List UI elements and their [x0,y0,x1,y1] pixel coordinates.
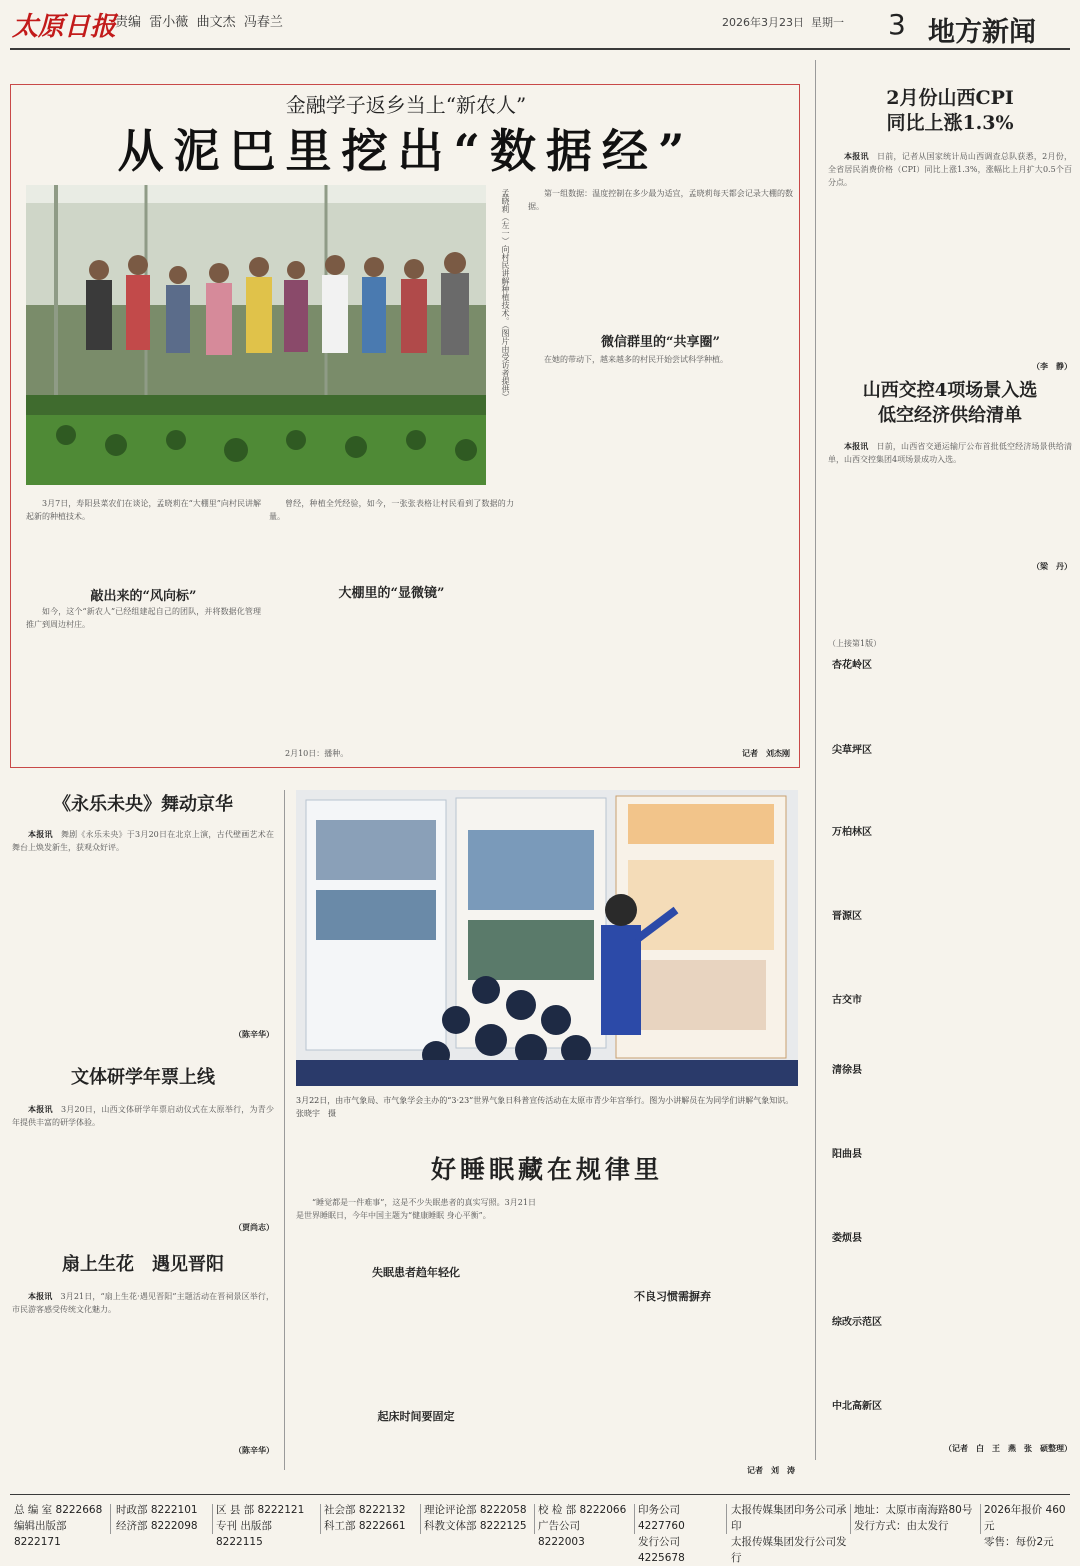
cpi-article [828,86,1072,373]
editors-label: 责编 [115,15,142,30]
study-body [12,1103,274,1221]
footer-text: 印务公司 4227760 [638,1504,685,1532]
fan-title: 扇上生花 遇见晋阳 [62,1254,224,1275]
footer-text: 零售：每份2元 [984,1536,1054,1548]
issue-date [722,14,844,30]
footer-text: 地址：太原市南海路80号 [854,1504,973,1516]
feature-paragraph: 2月10日：播种。 [285,749,349,758]
drama-body [12,828,274,1028]
district-heading: 古交市 [832,995,862,1006]
footer-cell [854,1502,982,1536]
district-heading: 尖草坪区 [832,745,872,756]
district-heading: 综改示范区 [832,1317,882,1328]
sleep-byline: 记者 刘 涛 [747,1465,795,1475]
footer-separator [980,1504,981,1534]
footer-cell [731,1502,849,1564]
footer-text: 科工部 8222661 [324,1520,406,1532]
sleep-section-heading: 起床时间要固定 [377,1410,455,1423]
photo-caption-text: 3月22日，由市气象局、市气象学会主办的“3·23”世界气象日科普宣传活动在太原市青少年宫举行。图为小讲解员在为同学们讲解气象知识。 [296,1096,790,1105]
drama-text: 舞剧《永乐未央》于3月20日在北京上演，古代壁画艺术在舞台上焕发新生，获观众好评。 [12,830,274,852]
cpi-lead: 本报讯 [844,151,869,161]
footer-text: 区 县 部 8222121 [216,1504,305,1516]
footer-cell [638,1502,726,1564]
footer-cell [216,1502,316,1548]
footer-directory [14,1502,1072,1564]
district-heading: 中北高新区 [832,1401,882,1412]
footer-cell [324,1502,416,1536]
feature-title: 从泥巴里挖出“数据经” [117,124,695,178]
footer-text: 总 编 室 8222668 [14,1504,103,1516]
district-heading: 万柏林区 [832,827,872,838]
feature-column-d [528,187,793,317]
drama-lead: 本报讯 [28,829,53,839]
study-text: 3月20日，山西文体研学年票启动仪式在太原举行，为青少年提供丰富的研学体验。 [12,1105,274,1127]
traffic-title-line1: 山西交控4项场景入选 [862,380,1038,401]
fan-byline: （陈辛华） [234,1445,274,1455]
footer-text: 社会部 8222132 [324,1504,406,1516]
feature-byline: 记者 刘杰刚 [742,748,790,758]
footer-text: 太报传媒集团发行公司发行 [731,1536,847,1564]
section-heading-indicator: 敲出来的“风向标” [90,589,197,604]
feature-article [10,84,800,768]
district-heading: 清徐县 [832,1065,862,1076]
cpi-body [828,150,1072,360]
feature-paragraph: 3月7日，寿阳县菜农们在谈论，孟晓莉在“大棚里”向村民讲解起新的种植技术。 [26,499,261,521]
traffic-article [828,378,1072,573]
drama-byline: （陈辛华） [234,1029,274,1039]
roundup-continued: （上接第1版） [828,639,882,648]
footer-cell [14,1502,106,1548]
footer-separator [110,1504,111,1534]
study-byline: （贾尚志） [234,1222,274,1232]
sleep-article [296,1150,798,1186]
footer-text: 校 检 部 8222066 [538,1504,627,1516]
feature-paragraph: 如今，这个“新农人”已经组建起自己的团队，并将数据化管理推广到周边村庄。 [26,607,261,629]
sleep-section-heading: 不良习惯需摒弃 [634,1290,711,1303]
footer-separator [320,1504,321,1534]
traffic-text: 日前，山西省交通运输厅公布首批低空经济场景供给清单，山西交控集团4项场景成功入选。 [828,442,1073,464]
editor-name: 冯春兰 [243,15,283,30]
column-separator [284,790,285,1470]
newspaper-logo: 太原日报 [12,12,117,42]
feature-column-b [26,605,261,755]
editor-name: 雷小薇 [149,15,189,30]
cpi-title-line2: 同比上涨1.3% [886,112,1014,134]
footer-text: 发行公司 4225678 [638,1536,685,1564]
feature-paragraph: 在她的带动下，越来越多的村民开始尝试科学种植。 [544,355,728,364]
weekday-text: 星期一 [811,16,844,29]
cpi-text: 日前，记者从国家统计局山西调查总队获悉，2月份，全省居民消费价格（CPI）同比上涨1.3%，涨幅比上月扩大0.5个百分点。 [828,152,1073,187]
feature-paragraph: 第一组数据：温度控制在多少最为适宜，孟晓莉每天都会记录大棚的数据。 [528,189,793,211]
footer-text: 时政部 8222101 [116,1504,198,1516]
feature-column-e [528,353,793,753]
fan-text: 3月21日，“扇上生花·遇见晋阳”主题活动在晋祠景区举行，市民游客感受传统文化魅力。 [12,1292,275,1314]
footer-separator [726,1504,727,1534]
photo-credit: 张晓宇 摄 [296,1109,336,1118]
footer-cell [424,1502,530,1536]
footer-text: 编辑出版部 8222171 [14,1520,67,1548]
study-lead: 本报讯 [28,1104,53,1114]
footer-separator [212,1504,213,1534]
footer-cell [538,1502,630,1548]
farm-greenhouse-photo [26,185,486,485]
footer-text: 专刊 出版部 8222115 [216,1520,272,1548]
cpi-byline: （李 静） [1032,361,1072,371]
exhibit-illustration [296,790,798,1086]
study-title: 文体研学年票上线 [71,1067,215,1088]
weather-photo-caption [296,1094,798,1120]
footer-text: 发行方式：由太发行 [854,1520,949,1532]
traffic-byline: （梁 丹） [1032,561,1072,571]
footer-text: 经济部 8222098 [116,1520,198,1532]
drama-title: 《永乐未央》舞动京华 [53,794,233,815]
footer-text: 广告公司 8222003 [538,1520,585,1548]
sleep-paragraph: “睡觉都是一件难事”，这是不少失眠患者的真实写照。3月21日是世界睡眠日，今年中国主题为“健康睡眠 身心平衡”。 [296,1198,536,1220]
traffic-body [828,440,1072,560]
footer-rule [10,1494,1070,1495]
study-article [12,1063,274,1234]
feature-kicker: 金融学子返乡当上“新农人” [285,93,527,117]
footer-cell [116,1502,208,1536]
traffic-title-line2: 低空经济供给清单 [878,405,1022,426]
section-heading-microscope: 大棚里的“显微镜” [338,586,445,601]
footer-text: 太报传媒集团印务公司承印 [731,1504,847,1532]
fan-article [12,1250,274,1457]
feature-photo-caption: 孟晓莉（左一）向村民讲解种植技术。（图片由受访者提供） [501,189,510,401]
fan-body [12,1290,274,1444]
district-heading: 杏花岭区 [832,660,872,671]
district-roundup [828,637,1072,1437]
page-title: 地方新闻 [928,17,1036,48]
feature-dateline [269,747,514,760]
footer-text: 科教文体部 8222125 [424,1520,527,1532]
masthead-rule [10,48,1070,50]
column-separator [815,60,816,1460]
district-heading: 阳曲县 [832,1149,862,1160]
page-editors [115,11,283,30]
footer-separator [850,1504,851,1534]
greenhouse-illustration [26,185,486,485]
feature-paragraph: 曾经，种植全凭经验，如今，一张张表格让村民看到了数据的力量。 [269,499,514,521]
drama-article [12,790,274,1041]
weather-exhibit-photo [296,790,798,1086]
roundup-byline: （记者 白 王 燕 张 硕整理） [944,1443,1072,1453]
sleep-column-a [296,1196,536,1266]
footer-separator [634,1504,635,1534]
page-number: 3 [888,8,906,41]
footer-separator [534,1504,535,1534]
district-heading: 娄烦县 [832,1233,862,1244]
footer-text: 2026年报价 460元 [984,1504,1066,1532]
sleep-title: 好睡眠藏在规律里 [430,1155,663,1184]
footer-cell [984,1502,1072,1548]
feature-column-c [269,497,514,647]
fan-lead: 本报讯 [28,1291,53,1301]
date-text: 2026年3月23日 [722,16,804,29]
cpi-title-line1: 2月份山西CPI [886,87,1014,109]
section-heading-wechat: 微信群里的“共享圈” [601,335,720,350]
district-heading: 晋源区 [832,911,862,922]
footer-separator [420,1504,421,1534]
traffic-lead: 本报讯 [844,441,869,451]
editor-name: 曲文杰 [196,15,236,30]
sleep-section-heading: 失眠患者趋年轻化 [372,1266,460,1279]
footer-text: 理论评论部 8222058 [424,1504,527,1516]
